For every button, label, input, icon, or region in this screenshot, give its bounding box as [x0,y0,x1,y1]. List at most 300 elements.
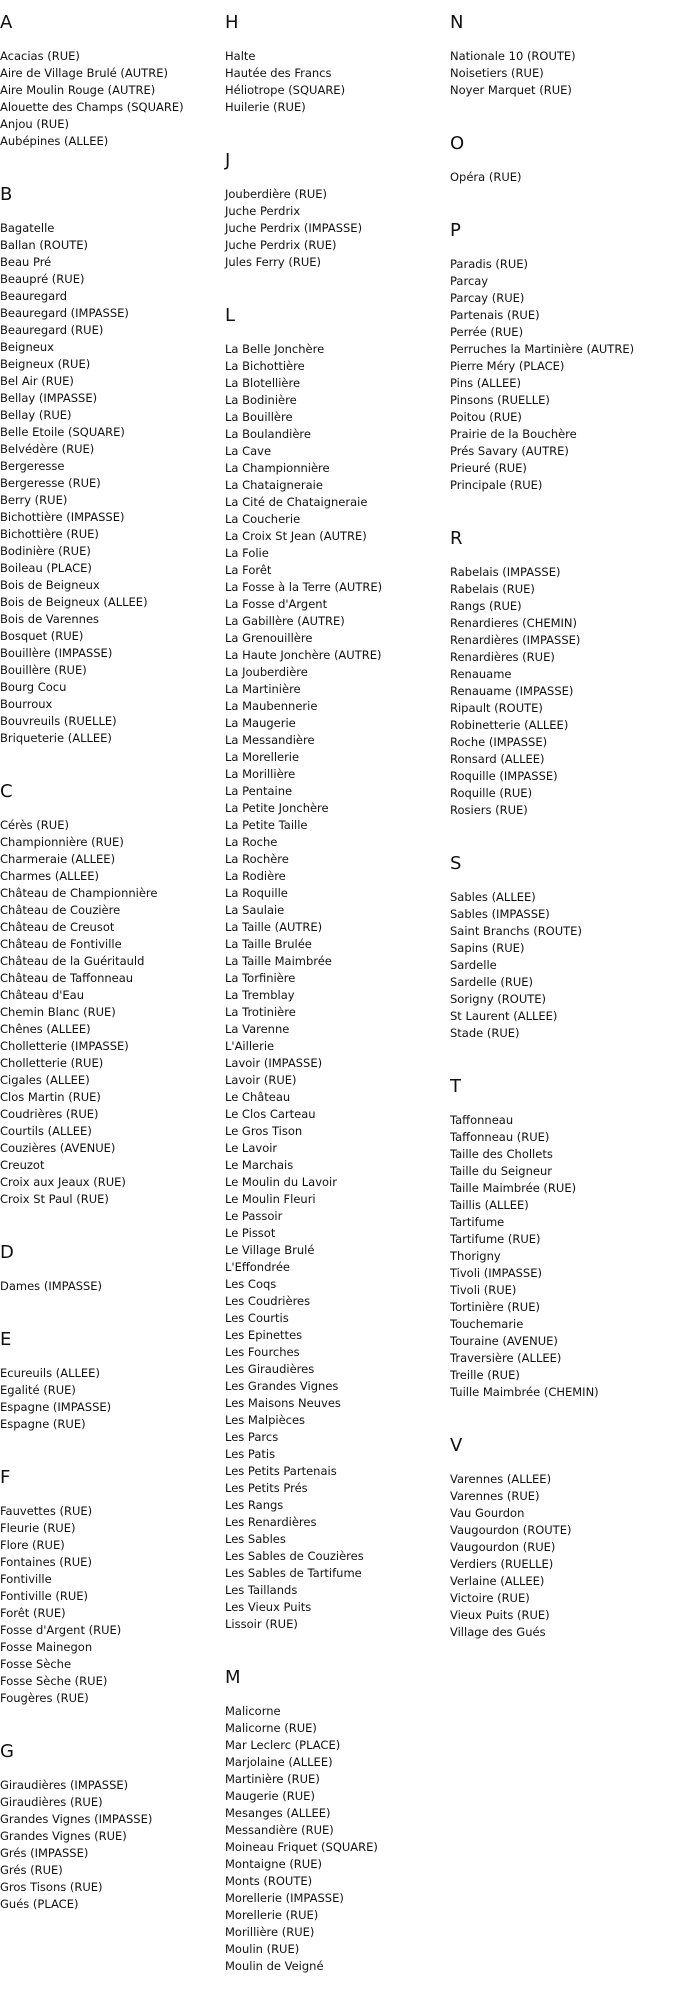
street-entry: Les Giraudières [225,1362,315,1376]
street-entry: Anjou (RUE) [0,117,69,131]
street-entry: Prés Savary (AUTRE) [450,444,569,458]
street-entry: La Saulaie [225,903,285,917]
street-entry: La Trotinière [225,1005,296,1019]
street-entry: Bouvreuils (RUELLE) [0,714,117,728]
section-letter-heading: P [450,220,461,241]
street-entry: Bois de Beigneux (ALLEE) [0,595,148,609]
letter-section [0,1741,220,1935]
street-entry: Les Renardières [225,1515,317,1529]
section-letter-heading: A [0,12,13,33]
street-entry: La Fosse à la Terre (AUTRE) [225,580,383,594]
street-entry: Moineau Friquet (SQUARE) [225,1840,378,1854]
section-letter-heading: L [225,305,236,326]
street-entry: Giraudières (RUE) [0,1795,103,1809]
street-entry: Hautée des Francs [225,66,332,80]
street-entry: Château de Creusot [0,920,115,934]
street-entry: Rabelais (IMPASSE) [450,565,561,579]
street-entry: Fosse d'Argent (RUE) [0,1623,122,1637]
section-letter-heading: H [225,12,239,33]
section-spacer [450,1042,672,1064]
street-list [225,341,447,1633]
street-list [0,1278,220,1295]
street-entry: Beau Pré [0,255,52,269]
street-entry: Grandes Vignes (RUE) [0,1829,127,1843]
street-entry: Nationale 10 (ROUTE) [450,49,576,63]
street-index-column-2 [225,0,447,1997]
street-entry: Lavoir (RUE) [225,1073,297,1087]
street-entry: La Tremblay [225,988,295,1002]
street-entry: La Cité de Chataigneraie [225,495,368,509]
street-entry: Beigneux (RUE) [0,357,91,371]
street-entry: Partenais (RUE) [450,308,540,322]
street-entry: Renardières (IMPASSE) [450,633,581,647]
street-entry: Charmeraie (ALLEE) [0,852,116,866]
street-entry: Malicorne [225,1704,281,1718]
section-spacer [225,116,447,138]
street-entry: Grés (IMPASSE) [0,1846,89,1860]
street-entry: Sapins (RUE) [450,941,525,955]
street-entry: Bergeresse (RUE) [0,476,101,490]
street-entry: Dames (IMPASSE) [0,1279,103,1293]
street-entry: Beaupré (RUE) [0,272,85,286]
street-entry: Rabelais (RUE) [450,582,535,596]
street-entry: Parcay [450,274,489,288]
street-entry: La Haute Jonchère (AUTRE) [225,648,382,662]
street-entry: Rosiers (RUE) [450,803,528,817]
street-entry: Le Village Brulé [225,1243,315,1257]
street-entry: Le Gros Tison [225,1124,303,1138]
street-entry: Ripault (ROUTE) [450,701,543,715]
street-entry: Championnière (RUE) [0,835,124,849]
letter-section [0,1329,220,1455]
street-entry: Pinsons (RUELLE) [450,393,550,407]
section-letter-heading: O [450,133,465,154]
street-entry: Bel Air (RUE) [0,374,74,388]
street-entry: Bichottière (IMPASSE) [0,510,125,524]
street-entry: La Grenouillère [225,631,313,645]
street-entry: Le Clos Carteau [225,1107,316,1121]
section-spacer [0,1295,220,1317]
street-entry: Gués (PLACE) [0,1897,79,1911]
street-entry: Flore (RUE) [0,1538,65,1552]
street-entry: Vaugourdon (ROUTE) [450,1523,572,1537]
section-spacer [0,747,220,769]
street-entry: La Belle Jonchère [225,342,325,356]
section-spacer [450,494,672,516]
street-entry: Fosse Mainegon [0,1640,93,1654]
street-entry: Aubépines (ALLEE) [0,134,109,148]
street-entry: La Rodière [225,869,286,883]
street-entry: Château de la Guéritauld [0,954,145,968]
street-entry: Héliotrope (SQUARE) [225,83,346,97]
section-spacer [0,150,220,172]
street-entry: Juche Perdrix (RUE) [225,238,337,252]
street-list [0,1365,220,1433]
street-entry: Fleurie (RUE) [0,1521,76,1535]
street-entry: Lavoir (IMPASSE) [225,1056,323,1070]
street-entry: Morellerie (IMPASSE) [225,1891,344,1905]
street-list [450,169,672,186]
street-entry: Roche (IMPASSE) [450,735,548,749]
street-entry: Beigneux [0,340,54,354]
street-entry: Thorigny [450,1249,501,1263]
street-entry: Vaugourdon (RUE) [450,1540,556,1554]
section-spacer [225,1975,447,1997]
street-entry: La Blotellière [225,376,301,390]
street-entry: Alouette des Champs (SQUARE) [0,100,184,114]
street-entry: Beauregard (IMPASSE) [0,306,129,320]
street-entry: Les Parcs [225,1430,279,1444]
street-entry: Sardelle (RUE) [450,975,534,989]
street-entry: Lissoir (RUE) [225,1617,298,1631]
street-list [0,1777,220,1913]
letter-section [450,853,672,1064]
street-entry: Courtils (ALLEE) [0,1124,92,1138]
street-list [450,889,672,1042]
street-entry: Verlaine (ALLEE) [450,1574,545,1588]
street-entry: Bourroux [0,697,53,711]
letter-section [0,781,220,1230]
letter-section [450,528,672,841]
street-list [225,48,447,116]
street-entry: Les Sables [225,1532,286,1546]
street-entry: L'Effondrée [225,1260,291,1274]
section-letter-heading: G [0,1741,14,1762]
street-entry: Varennes (RUE) [450,1489,540,1503]
street-entry: La Torfinière [225,971,296,985]
street-entry: Cholletterie (IMPASSE) [0,1039,129,1053]
street-entry: Les Vieux Puits [225,1600,312,1614]
street-entry: La Morellerie [225,750,300,764]
street-entry: Taille Maimbrée (RUE) [450,1181,577,1195]
street-entry: Ballan (ROUTE) [0,238,89,252]
street-entry: La Maubennerie [225,699,318,713]
street-entry: La Maugerie [225,716,296,730]
street-index-column-1 [0,0,220,1935]
street-entry: Cérès (RUE) [0,818,69,832]
street-entry: Rangs (RUE) [450,599,522,613]
section-letter-heading: V [450,1435,463,1456]
street-entry: Bellay (IMPASSE) [0,391,98,405]
street-entry: Les Grandes Vignes [225,1379,339,1393]
section-letter-heading: E [0,1329,12,1350]
street-entry: Bodinière (RUE) [0,544,91,558]
street-entry: Boileau (PLACE) [0,561,92,575]
street-entry: Les Petits Prés [225,1481,308,1495]
street-entry: La Croix St Jean (AUTRE) [225,529,367,543]
street-entry: Renauame [450,667,512,681]
street-entry: Les Patis [225,1447,276,1461]
street-entry: La Coucherie [225,512,301,526]
street-entry: Pierre Méry (PLACE) [450,359,565,373]
letter-section [450,133,672,208]
street-list [0,48,220,150]
street-entry: Morellerie (RUE) [225,1908,319,1922]
section-letter-heading: S [450,853,462,874]
street-entry: Bois de Beigneux [0,578,100,592]
street-entry: Aire de Village Brulé (AUTRE) [0,66,168,80]
street-entry: Vieux Puits (RUE) [450,1608,550,1622]
street-entry: Château de Championnière [0,886,158,900]
street-entry: La Bouillère [225,410,293,424]
street-entry: Acacias (RUE) [0,49,80,63]
street-entry: Jules Ferry (RUE) [225,255,322,269]
street-entry: Opéra (RUE) [450,170,522,184]
street-entry: Beauregard [0,289,68,303]
street-entry: Château de Taffonneau [0,971,134,985]
street-entry: La Martinière [225,682,301,696]
street-entry: Fosse Sèche (RUE) [0,1674,108,1688]
street-entry: Mesanges (ALLEE) [225,1806,331,1820]
street-entry: Roquille (RUE) [450,786,533,800]
street-entry: Mar Leclerc (PLACE) [225,1738,341,1752]
street-entry: Tivoli (RUE) [450,1283,517,1297]
street-list [0,220,220,747]
street-entry: La Pentaine [225,784,293,798]
street-entry: Croix aux Jeaux (RUE) [0,1175,126,1189]
street-entry: Prairie de la Bouchère [450,427,577,441]
section-spacer [450,1401,672,1423]
street-entry: Creuzot [0,1158,45,1172]
street-entry: Tortinière (RUE) [450,1300,540,1314]
street-entry: Couzières (AVENUE) [0,1141,116,1155]
street-entry: La Jouberdière [225,665,308,679]
street-entry: Saint Branchs (ROUTE) [450,924,582,938]
street-entry: Stade (RUE) [450,1026,520,1040]
street-entry: Fosse Sèche [0,1657,72,1671]
street-entry: Tartifume (RUE) [450,1232,541,1246]
street-entry: Espagne (RUE) [0,1417,86,1431]
street-entry: Les Coqs [225,1277,277,1291]
section-letter-heading: M [225,1667,241,1688]
street-entry: Bosquet (RUE) [0,629,84,643]
street-entry: La Fosse d'Argent [225,597,328,611]
street-entry: Malicorne (RUE) [225,1721,317,1735]
section-letter-heading: T [450,1076,461,1097]
letter-section [0,1467,220,1729]
street-entry: Renardières (RUE) [450,650,555,664]
street-entry: Château d'Eau [0,988,85,1002]
street-entry: Les Taillands [225,1583,298,1597]
street-entry: Bouillère (RUE) [0,663,87,677]
street-entry: Espagne (IMPASSE) [0,1400,112,1414]
street-entry: Fontaines (RUE) [0,1555,92,1569]
street-entry: Sables (ALLEE) [450,890,536,904]
street-entry: Les Petits Partenais [225,1464,337,1478]
street-entry: La Varenne [225,1022,290,1036]
street-entry: La Gabillère (AUTRE) [225,614,345,628]
street-entry: Le Marchais [225,1158,294,1172]
street-list [225,186,447,271]
street-entry: Martinière (RUE) [225,1772,320,1786]
street-entry: Le Lavoir [225,1141,278,1155]
street-entry: Le Moulin du Lavoir [225,1175,337,1189]
street-entry: Cholletterie (RUE) [0,1056,104,1070]
street-entry: Charmes (ALLEE) [0,869,100,883]
street-entry: Belle Etoile (SQUARE) [0,425,125,439]
street-entry: Egalité (RUE) [0,1383,76,1397]
street-entry: L'Aillerie [225,1039,275,1053]
street-entry: Taffonneau [450,1113,514,1127]
street-entry: Renauame (IMPASSE) [450,684,574,698]
street-entry: Fauvettes (RUE) [0,1504,93,1518]
street-entry: Gros Tisons (RUE) [0,1880,103,1894]
letter-section [0,1242,220,1317]
street-entry: Messandière (RUE) [225,1823,334,1837]
street-entry: Moulin (RUE) [225,1942,300,1956]
street-entry: Ronsard (ALLEE) [450,752,545,766]
street-entry: Taillis (ALLEE) [450,1198,529,1212]
street-entry: La Boulandière [225,427,311,441]
street-entry: Fontiville [0,1572,52,1586]
street-entry: Le Pissot [225,1226,276,1240]
street-entry: Belvédère (RUE) [0,442,95,456]
street-entry: La Bichottière [225,359,305,373]
street-entry: Jouberdière (RUE) [225,187,328,201]
street-entry: Bouillère (IMPASSE) [0,646,113,660]
street-list [0,1503,220,1707]
letter-section [450,1435,672,1663]
street-entry: Juche Perdrix (IMPASSE) [225,221,363,235]
street-entry: Noisetiers (RUE) [450,66,544,80]
street-entry: Taille du Seigneur [450,1164,552,1178]
section-letter-heading: N [450,12,464,33]
street-entry: La Championnière [225,461,330,475]
street-entry: Traversière (ALLEE) [450,1351,562,1365]
street-entry: St Laurent (ALLEE) [450,1009,558,1023]
street-entry: Tartifume [450,1215,505,1229]
street-entry: Coudrières (RUE) [0,1107,99,1121]
section-spacer [450,1641,672,1663]
street-entry: Perruches la Martinière (AUTRE) [450,342,635,356]
street-entry: Montaigne (RUE) [225,1857,322,1871]
street-entry: Paradis (RUE) [450,257,529,271]
section-spacer [450,819,672,841]
street-entry: Perrée (RUE) [450,325,524,339]
street-entry: La Petite Taille [225,818,308,832]
section-spacer [0,1707,220,1729]
street-entry: Berry (RUE) [0,493,68,507]
street-entry: Sables (IMPASSE) [450,907,550,921]
street-entry: La Petite Jonchère [225,801,329,815]
street-entry: Les Epinettes [225,1328,303,1342]
street-entry: La Taille Brulée [225,937,312,951]
street-list [450,1112,672,1401]
street-entry: Les Coudrières [225,1294,311,1308]
street-entry: Les Sables de Couzières [225,1549,364,1563]
street-list [450,564,672,819]
street-entry: Juche Perdrix [225,204,301,218]
street-entry: Taille des Chollets [450,1147,553,1161]
section-letter-heading: D [0,1242,14,1263]
street-entry: Bergeresse [0,459,65,473]
street-entry: Vau Gourdon [450,1506,525,1520]
street-entry: Le Moulin Fleuri [225,1192,316,1206]
street-entry: Noyer Marquet (RUE) [450,83,572,97]
street-list [450,256,672,494]
street-entry: Grés (RUE) [0,1863,63,1877]
section-letter-heading: R [450,528,463,549]
street-entry: Les Maisons Neuves [225,1396,341,1410]
letter-section [450,12,672,121]
street-entry: La Morillière [225,767,296,781]
section-spacer [0,1913,220,1935]
street-entry: La Forêt [225,563,272,577]
letter-section [450,1076,672,1423]
street-entry: Victoire (RUE) [450,1591,530,1605]
street-entry: Grandes Vignes (IMPASSE) [0,1812,153,1826]
street-entry: La Chataigneraie [225,478,323,492]
street-entry: La Roquille [225,886,288,900]
street-entry: Bourg Cocu [0,680,67,694]
street-entry: Le Passoir [225,1209,283,1223]
street-entry: Taffonneau (RUE) [450,1130,550,1144]
street-entry: Huilerie (RUE) [225,100,306,114]
street-entry: Poitou (RUE) [450,410,522,424]
street-entry: Cigales (ALLEE) [0,1073,90,1087]
street-list [450,1471,672,1641]
street-entry: Tivoli (IMPASSE) [450,1266,542,1280]
letter-section [225,12,447,138]
street-entry: Renardieres (CHEMIN) [450,616,578,630]
street-entry: La Messandière [225,733,315,747]
street-entry: La Taille Maimbrée [225,954,332,968]
street-entry: Bagatelle [0,221,55,235]
street-entry: Fougères (RUE) [0,1691,89,1705]
street-entry: La Cave [225,444,272,458]
street-entry: Morillière (RUE) [225,1925,315,1939]
street-list [225,1703,447,1975]
section-spacer [450,99,672,121]
street-entry: Bois de Varennes [0,612,100,626]
street-entry: Croix St Paul (RUE) [0,1192,109,1206]
street-entry: Giraudières (IMPASSE) [0,1778,129,1792]
street-entry: Les Courtis [225,1311,289,1325]
letter-section [225,150,447,293]
street-entry: Les Rangs [225,1498,284,1512]
street-entry: Maugerie (RUE) [225,1789,315,1803]
street-entry: Chemin Blanc (RUE) [0,1005,116,1019]
street-entry: Le Château [225,1090,291,1104]
section-spacer [0,1208,220,1230]
section-letter-heading: C [0,781,13,802]
street-entry: La Taille (AUTRE) [225,920,323,934]
letter-section [0,12,220,172]
street-entry: La Bodinière [225,393,297,407]
street-entry: La Roche [225,835,278,849]
street-entry: Aire Moulin Rouge (AUTRE) [0,83,156,97]
street-entry: Parcay (RUE) [450,291,525,305]
section-spacer [0,1433,220,1455]
letter-section [0,184,220,769]
street-list [0,817,220,1208]
section-letter-heading: J [225,150,231,171]
section-spacer [225,1633,447,1655]
street-entry: Village des Gués [450,1625,546,1639]
street-entry: Principale (RUE) [450,478,543,492]
street-entry: Sorigny (ROUTE) [450,992,547,1006]
street-entry: Verdiers (RUELLE) [450,1557,554,1571]
street-entry: Robinetterie (ALLEE) [450,718,569,732]
street-entry: Treille (RUE) [450,1368,520,1382]
section-spacer [450,186,672,208]
street-entry: Halte [225,49,256,63]
street-entry: Beauregard (RUE) [0,323,104,337]
street-entry: Touraine (AVENUE) [450,1334,558,1348]
street-entry: Chênes (ALLEE) [0,1022,91,1036]
section-letter-heading: B [0,184,13,205]
street-entry: Moulin de Veigné [225,1959,324,1973]
